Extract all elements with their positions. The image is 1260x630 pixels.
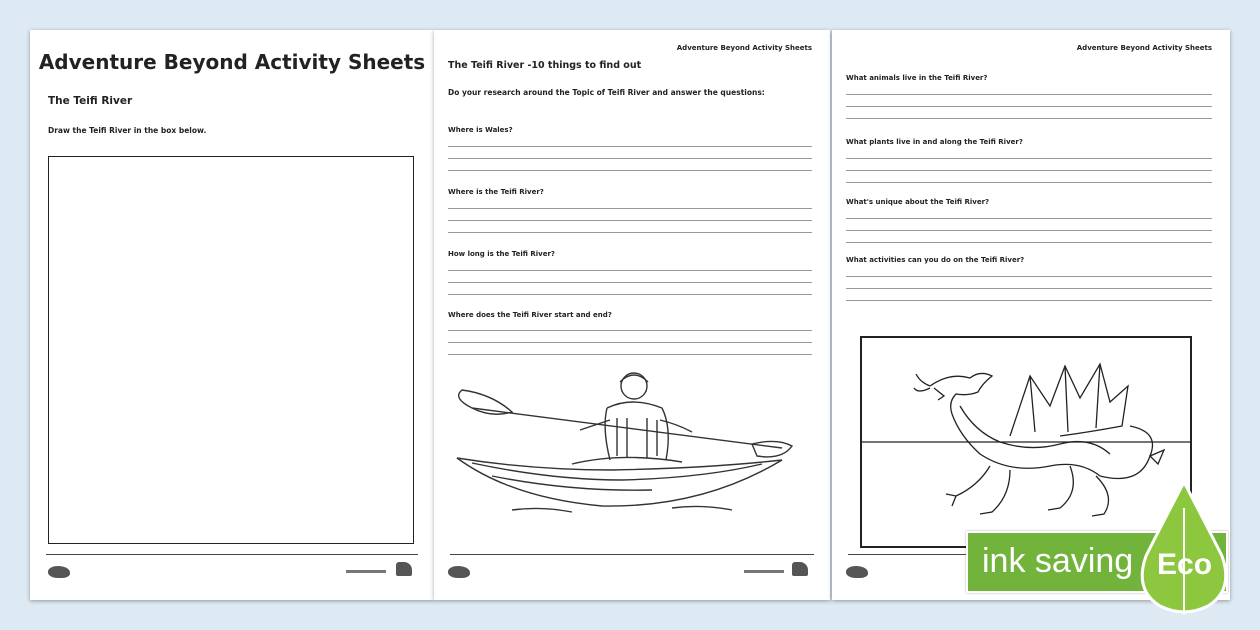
- brand-logo-icon: [846, 566, 868, 578]
- drawing-box: [48, 156, 414, 544]
- research-instruction: Do your research around the Topic of Teifi River and answer the questions:: [448, 88, 765, 97]
- question: How long is the Teifi River?: [448, 250, 555, 258]
- brand-logo-icon: [48, 566, 70, 578]
- answer-lines: [846, 94, 1212, 130]
- question: What plants live in and along the Teifi River?: [846, 138, 1023, 146]
- kayaker-illustration: [452, 368, 802, 518]
- answer-lines: [448, 146, 812, 182]
- answer-lines: [448, 208, 812, 244]
- footer-url-mark: [744, 570, 784, 573]
- question: What's unique about the Teifi River?: [846, 198, 990, 206]
- sheet-title: The Teifi River -10 things to find out: [448, 60, 642, 71]
- eco-badge: Eco: [1157, 548, 1213, 581]
- answer-lines: [448, 270, 812, 306]
- footer-url-mark: [346, 570, 386, 573]
- ink-saving-label: ink saving: [982, 542, 1134, 580]
- sheet-header: Adventure Beyond Activity Sheets: [676, 44, 812, 52]
- activity-sheet-1: [30, 30, 434, 600]
- footer-divider: [46, 554, 418, 555]
- footer-divider: [450, 554, 814, 555]
- question: What activities can you do on the Teifi River?: [846, 256, 1025, 264]
- activity-sheet-2: [434, 30, 830, 600]
- sheet-header: Adventure Beyond Activity Sheets: [1076, 44, 1212, 52]
- sheet-subtitle: The Teifi River: [48, 95, 133, 107]
- question: Where does the Teifi River start and end?: [448, 311, 612, 319]
- answer-lines: [448, 330, 812, 366]
- sheet-title: Adventure Beyond Activity Sheets: [38, 50, 426, 74]
- draw-instruction: Draw the Teifi River in the box below.: [48, 126, 207, 135]
- brand-logo-icon: [448, 566, 470, 578]
- question: Where is the Teifi River?: [448, 188, 544, 196]
- footer-emblem-icon: [396, 562, 412, 576]
- answer-lines: [846, 158, 1212, 194]
- footer-emblem-icon: [792, 562, 808, 576]
- question: Where is Wales?: [448, 126, 513, 134]
- answer-lines: [846, 276, 1212, 312]
- question: What animals live in the Teifi River?: [846, 74, 988, 82]
- answer-lines: [846, 218, 1212, 254]
